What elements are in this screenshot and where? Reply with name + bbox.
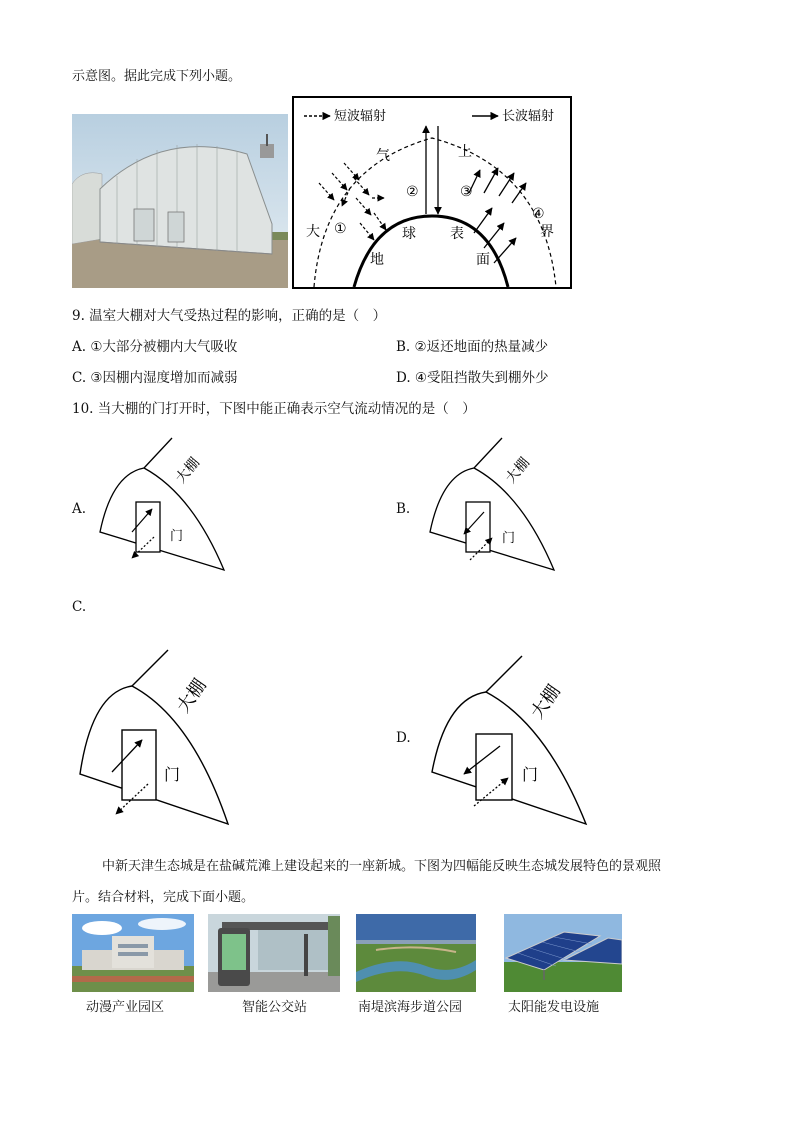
photo-seaside-park [356, 914, 476, 992]
passage-line-2: 片。结合材料，完成下面小题。 [72, 890, 255, 905]
q10-a-door-label: 门 [170, 529, 184, 544]
legend-short-label: 短波辐射 [334, 109, 387, 124]
greenhouse-photo [72, 114, 288, 288]
q10-diagram-a [92, 434, 242, 574]
q9-stem: 9. 温室大棚对大气受热过程的影响，正确的是（ ） [72, 308, 387, 324]
passage-line-1: 中新天津生态城是在盐碱荒滩上建设起来的一座新城。下图为四幅能反映生态城发展特色的景观照 [102, 859, 662, 874]
q10-c-greenhouse-label: 大棚 [172, 675, 211, 717]
char-shang: 上 [458, 144, 472, 160]
caption-smart-bus-stop: 智能公交站 [242, 1000, 308, 1015]
mark-3: ③ [460, 184, 473, 200]
short-wave-arrows [319, 163, 386, 240]
char-mian: 面 [476, 252, 490, 268]
photo-smart-bus-stop [208, 914, 340, 992]
mark-1: ① [334, 221, 347, 237]
mark-4: ④ [532, 206, 545, 222]
long-wave-arrows [426, 126, 526, 263]
char-di: 地 [370, 252, 384, 268]
q10-label-d[interactable]: D. [396, 730, 411, 746]
q9-option-b[interactable]: B. ②返还地面的热量减少 [396, 339, 549, 355]
caption-seaside-park: 南堤滨海步道公园 [358, 1000, 463, 1015]
radiation-diagram-svg [294, 98, 570, 287]
photo-animation-park [72, 914, 194, 992]
q9-option-c[interactable]: C. ③因棚内湿度增加而减弱 [72, 370, 238, 386]
q10-label-b[interactable]: B. [396, 501, 411, 517]
q10-a-greenhouse-label: 大棚 [172, 454, 204, 487]
q10-diagram-d [428, 654, 598, 834]
q10-b-door-label: 门 [502, 531, 516, 546]
q10-label-a[interactable]: A. [72, 501, 87, 517]
caption-solar-facility: 太阳能发电设施 [508, 1000, 600, 1015]
char-jie: 界 [540, 224, 554, 240]
q10-stem: 10. 当大棚的门打开时，下图中能正确表示空气流动情况的是（ ） [72, 401, 476, 417]
char-da: 大 [306, 224, 320, 240]
legend-long-label: 长波辐射 [502, 109, 555, 124]
q10-d-door-label: 门 [522, 765, 539, 784]
mark-2: ② [406, 184, 419, 200]
q9-option-a[interactable]: A. ①大部分被棚内大气吸收 [72, 339, 238, 355]
char-qi: 气 [376, 148, 390, 164]
q9-option-d[interactable]: D. ④受阻挡散失到棚外少 [396, 370, 549, 386]
char-qiu: 球 [402, 226, 416, 242]
photo-solar-facility [504, 914, 622, 992]
q10-b-greenhouse-label: 大棚 [502, 454, 534, 487]
char-biao: 表 [450, 226, 464, 242]
q10-label-c[interactable]: C. [72, 599, 87, 615]
intro-text: 示意图。据此完成下列小题。 [72, 69, 242, 84]
caption-animation-park: 动漫产业园区 [86, 1000, 165, 1015]
radiation-diagram [292, 96, 572, 289]
q10-diagram-b [422, 434, 572, 574]
q10-diagram-c [74, 648, 244, 828]
atmosphere-boundary [314, 138, 556, 287]
q10-d-greenhouse-label: 大棚 [526, 681, 565, 723]
q10-c-door-label: 门 [164, 765, 181, 784]
